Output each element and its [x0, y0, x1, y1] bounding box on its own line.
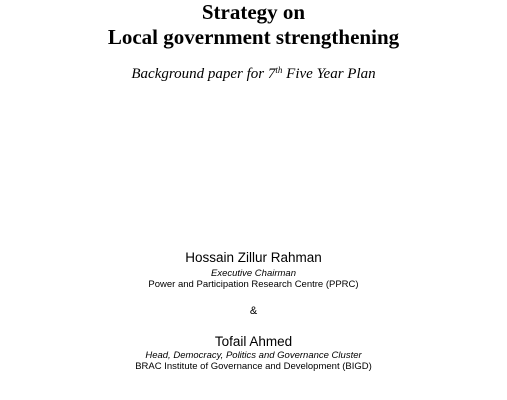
author-separator: & [249, 305, 258, 317]
author-2-organization: BRAC Institute of Governance and Development (BIGD) [135, 361, 372, 372]
author-2-role: Head, Democracy, Politics and Governance Cluster [145, 350, 362, 361]
document-title-line-2: Local government strengthening [107, 25, 400, 49]
author-1-name: Hossain Zillur Rahman [185, 250, 322, 265]
author-1-organization: Power and Participation Research Centre (PPRC) [148, 279, 359, 290]
document-title-line-1: Strategy on [201, 0, 306, 24]
author-1-role: Executive Chairman [210, 268, 296, 279]
author-2-name: Tofail Ahmed [214, 334, 293, 349]
document-subtitle [0, 64, 507, 84]
subtitle-text: Background paper for 7 [131, 66, 276, 82]
subtitle-superscript: th [275, 65, 283, 75]
subtitle-text-end: Five Year Plan [282, 66, 376, 82]
